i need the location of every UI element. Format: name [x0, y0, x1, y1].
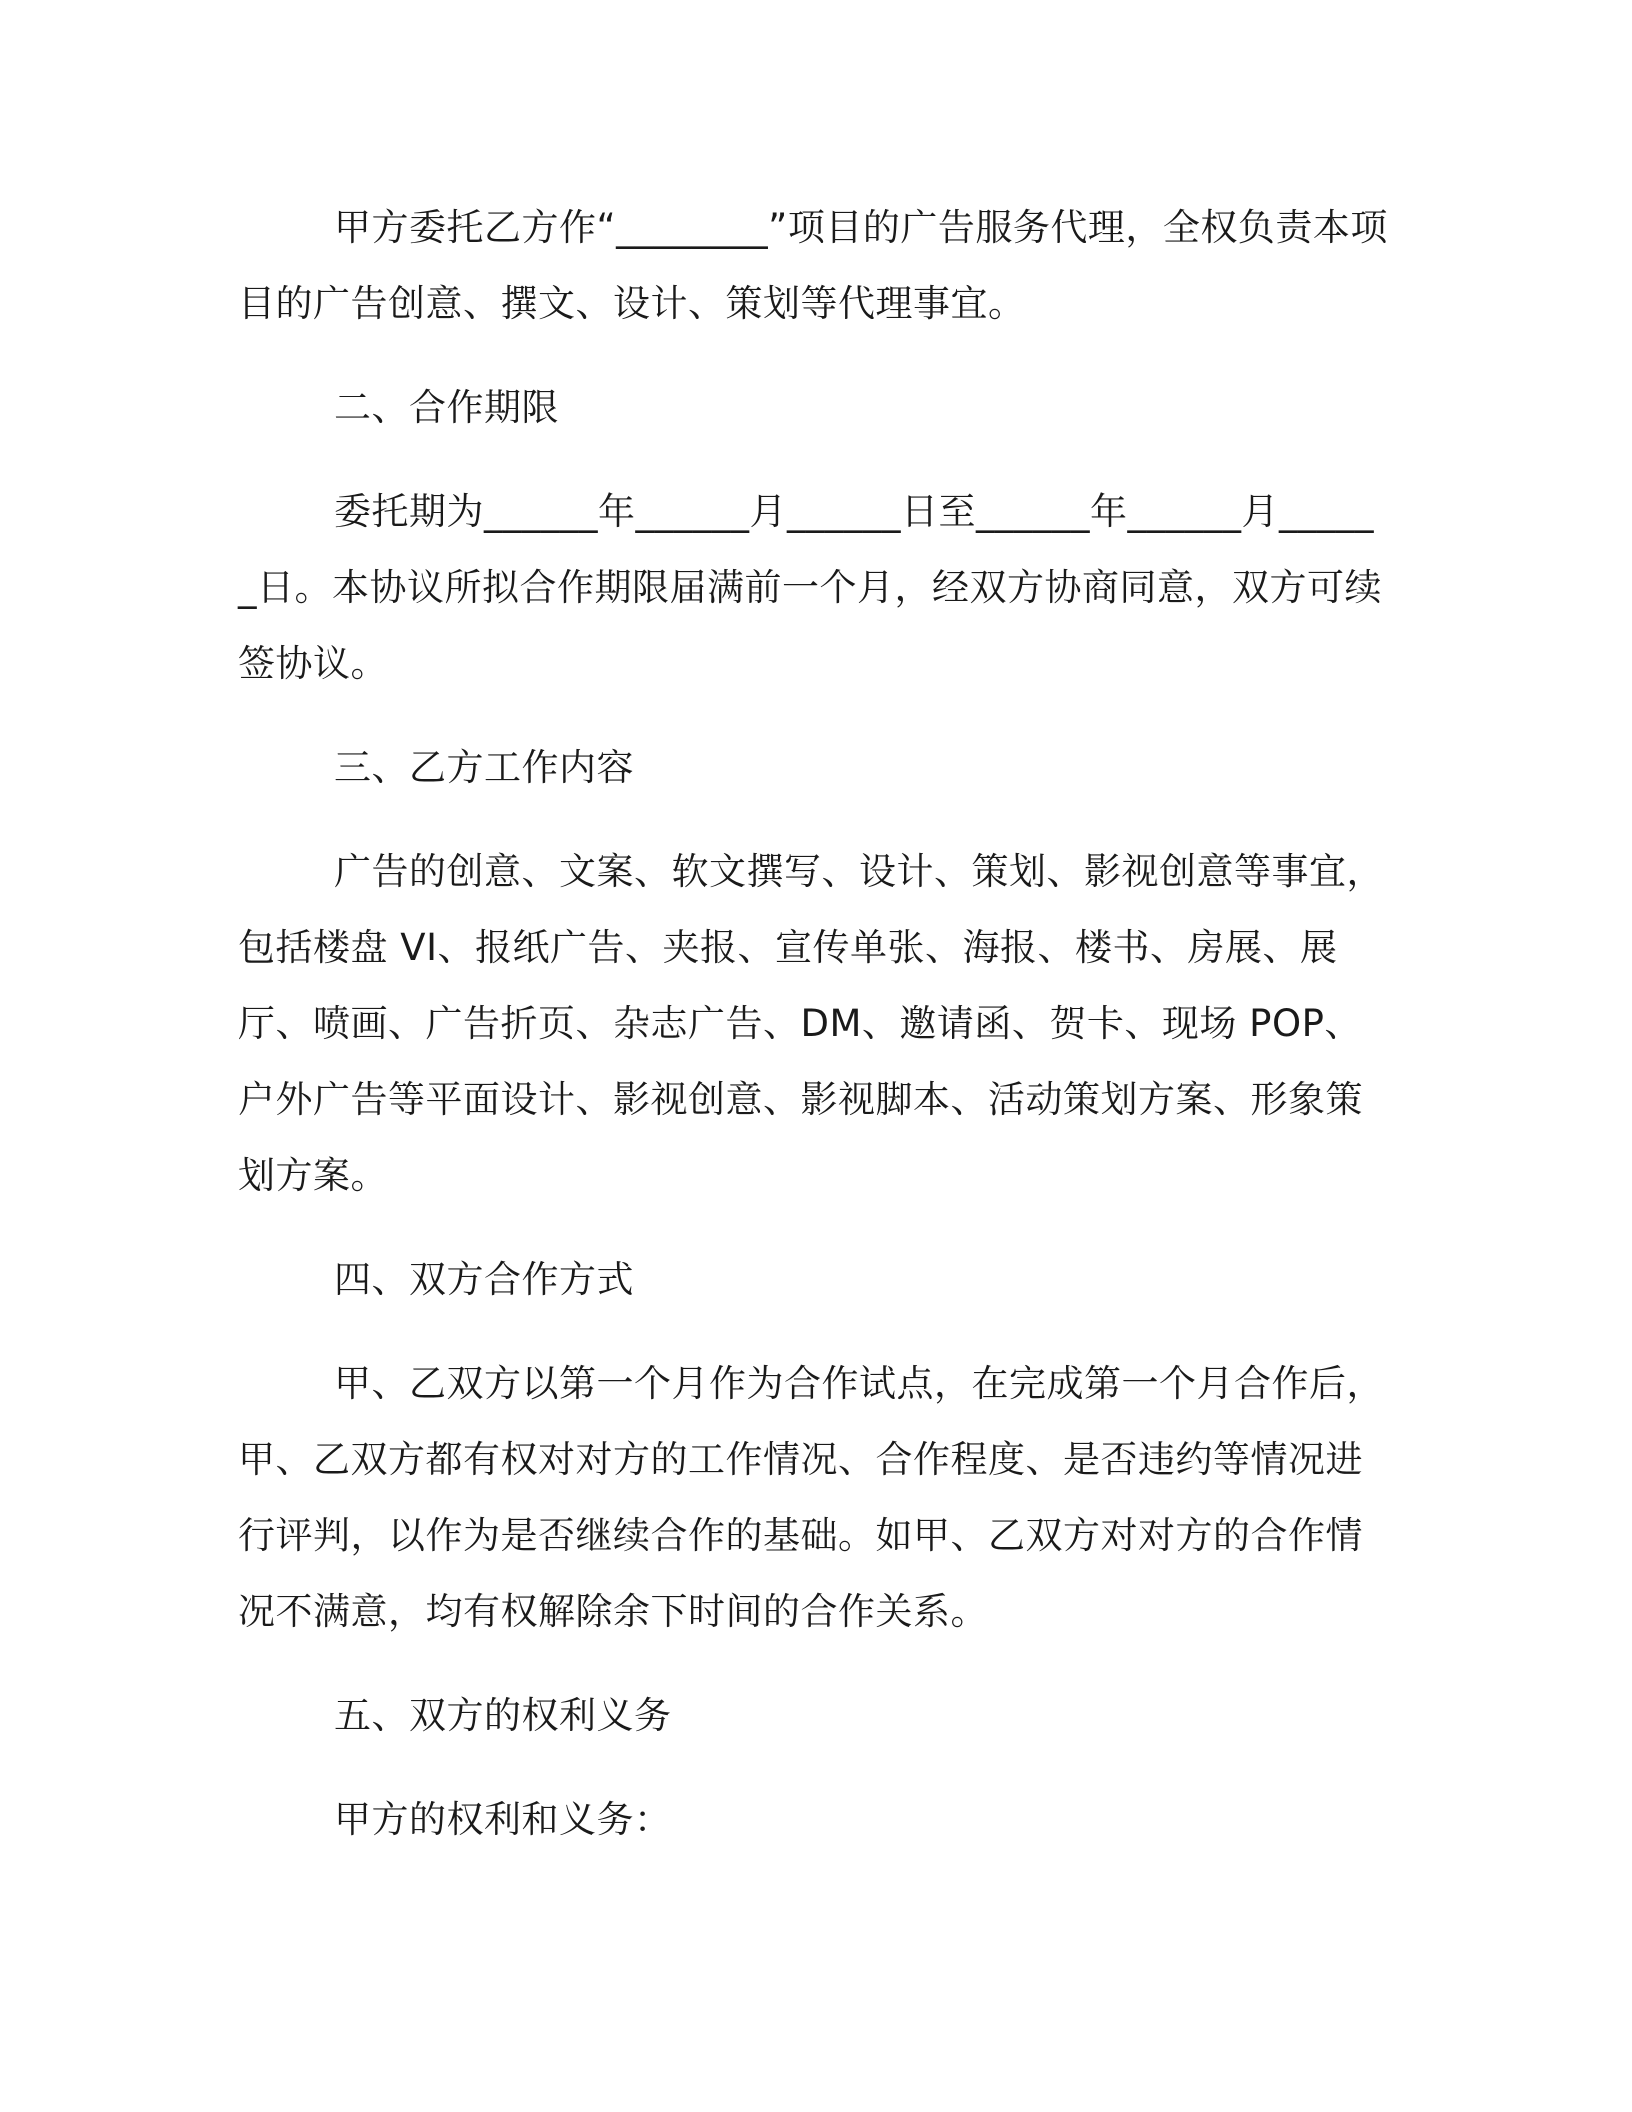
document-body [238, 190, 1388, 1858]
subheading-party-a-rights: 甲方的权利和义务： [334, 1798, 672, 1841]
paragraph-work-content: 广告的创意、文案、软文撰写、设计、策划、影视创意等事宜，包括楼盘 VI、报纸广告、夹报、宣传单张、海报、楼书、房展、展厅、喷画、广告折页、杂志广告、DM、邀请函、贺卡、现场 POP、户外广告等平面设计、影视创意、影视脚本、活动策划方案、形象策划方案。 [238, 850, 1384, 1197]
paragraph-entrustment: 甲方委托乙方作“________”项目的广告服务代理，全权负责本项目的广告创意、撰文、设计、策划等代理事宜。 [238, 206, 1388, 325]
heading-cooperation-mode: 四、双方合作方式 [334, 1258, 634, 1301]
heading-work-content: 三、乙方工作内容 [334, 746, 634, 789]
heading-rights-obligations: 五、双方的权利义务 [334, 1694, 672, 1737]
heading-cooperation-period: 二、合作期限 [334, 386, 559, 429]
paragraph-cooperation-mode: 甲、乙双方以第一个月作为合作试点，在完成第一个月合作后，甲、乙双方都有权对对方的工作情况、合作程度、是否违约等情况进行评判，以作为是否继续合作的基础。如甲、乙双方对对方的合作情况不满意，均有权解除余下时间的合作关系。 [238, 1362, 1384, 1633]
paragraph-period: 委托期为______年______月______日至______年______月______日。本协议所拟合作期限届满前一个月，经双方协商同意，双方可续签协议。 [238, 490, 1382, 685]
